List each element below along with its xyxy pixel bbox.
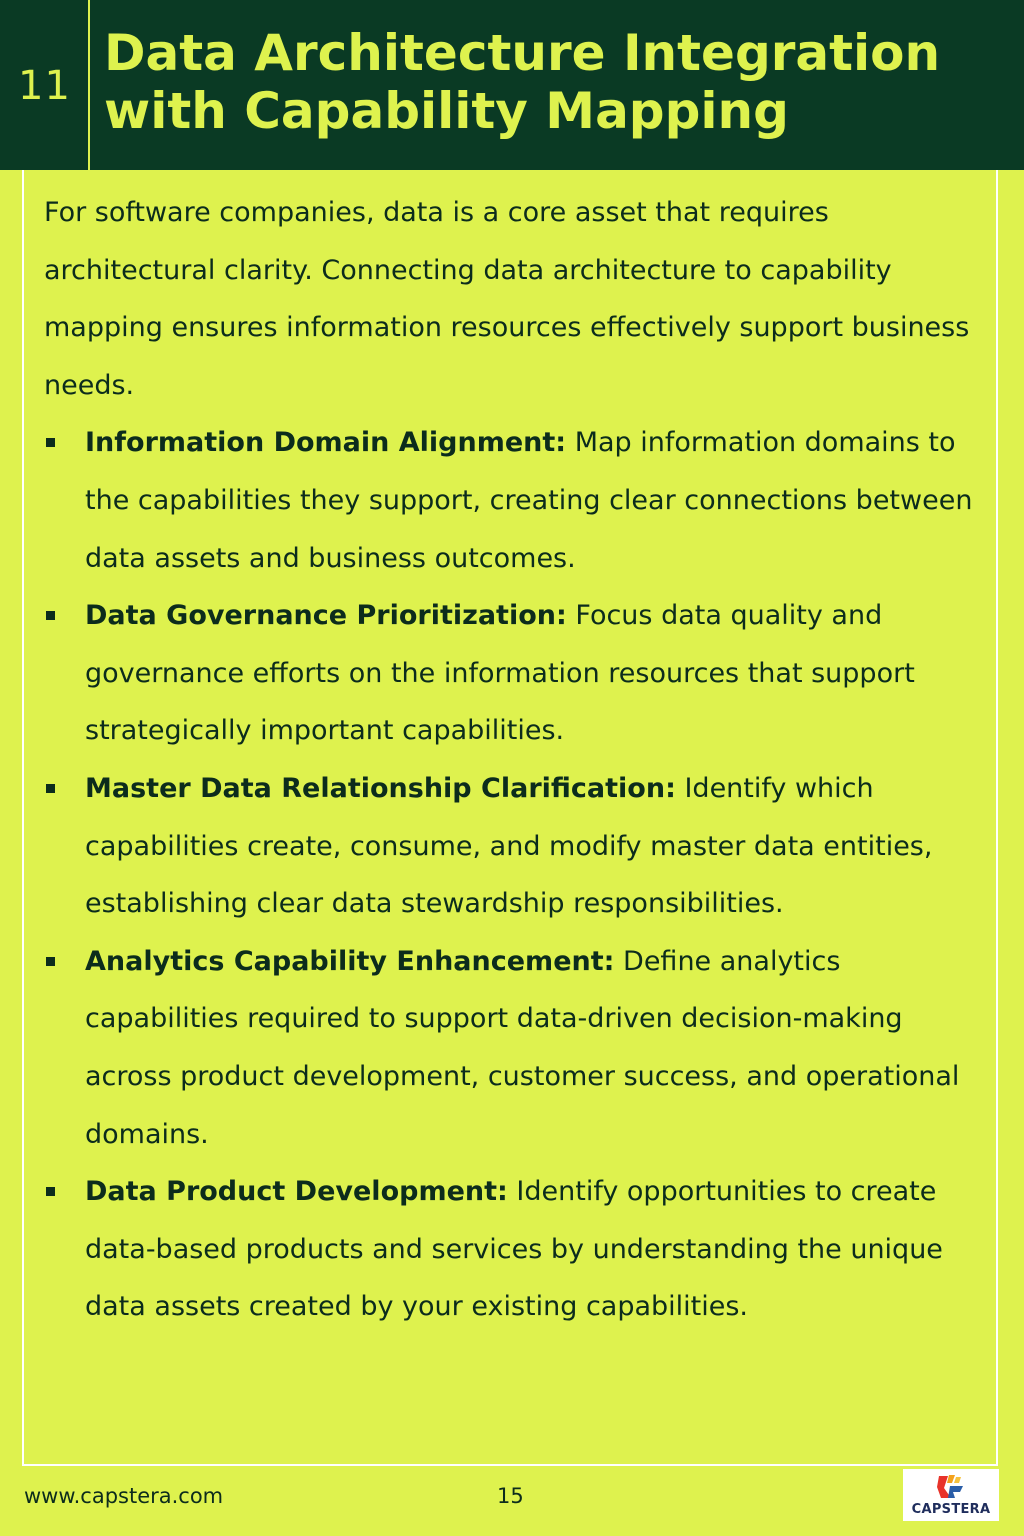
square-bullet-icon [46, 611, 55, 620]
bullet-text: Identify which capabilities create, consume, and modify master data entities, establishing clear data stewardship responsibilities. [85, 772, 933, 920]
content-body [44, 184, 984, 1336]
page-number: 15 [497, 1484, 524, 1508]
bullet-text: Map information domains to the capabilities they support, creating clear connections between data assets and business outcomes. [85, 427, 973, 574]
square-bullet-icon [46, 1187, 55, 1196]
capstera-logo-icon [933, 1472, 969, 1502]
bullet-item-data-governance-prioritization [44, 587, 984, 760]
page-header [0, 0, 1024, 170]
bullet-term: Analytics Capability Enhancement: [85, 945, 615, 977]
bullet-text: Define analytics capabilities required to support data-driven decision-making across product development, customer success, and operational domains. [85, 945, 960, 1150]
capstera-logo [903, 1469, 999, 1521]
logo-wordmark: CAPSTERA [911, 1502, 991, 1517]
intro-paragraph: For software companies, data is a core asset that requires architectural clarity. Connecting data architecture to capability mapping ensures information resources effectively support business needs. [44, 197, 970, 401]
section-number: 11 [18, 63, 71, 109]
bullet-list [44, 414, 984, 1336]
bullet-item-analytics-capability [44, 933, 984, 1163]
square-bullet-icon [46, 957, 55, 966]
bullet-text: Focus data quality and governance efforts on the information resources that support strategically important capabilities. [85, 600, 915, 747]
square-bullet-icon [46, 784, 55, 793]
bullet-item-data-product-development [44, 1163, 984, 1336]
footer-website-link[interactable]: www.capstera.com [24, 1484, 224, 1508]
bullet-item-information-domain-alignment [44, 414, 984, 587]
page-title: Data Architecture Integration with Capability Mapping [104, 24, 941, 140]
header-divider [88, 0, 90, 170]
square-bullet-icon [46, 438, 55, 447]
bullet-term: Data Product Development: [85, 1176, 508, 1208]
bullet-term: Data Governance Prioritization: [85, 600, 567, 632]
bullet-term: Information Domain Alignment: [85, 427, 567, 459]
bullet-text: Identify opportunities to create data-based products and services by understanding the unique data assets created by your existing capabilities. [85, 1176, 943, 1323]
bullet-item-master-data-relationship [44, 760, 984, 933]
bullet-term: Master Data Relationship Clarification: [85, 772, 676, 804]
